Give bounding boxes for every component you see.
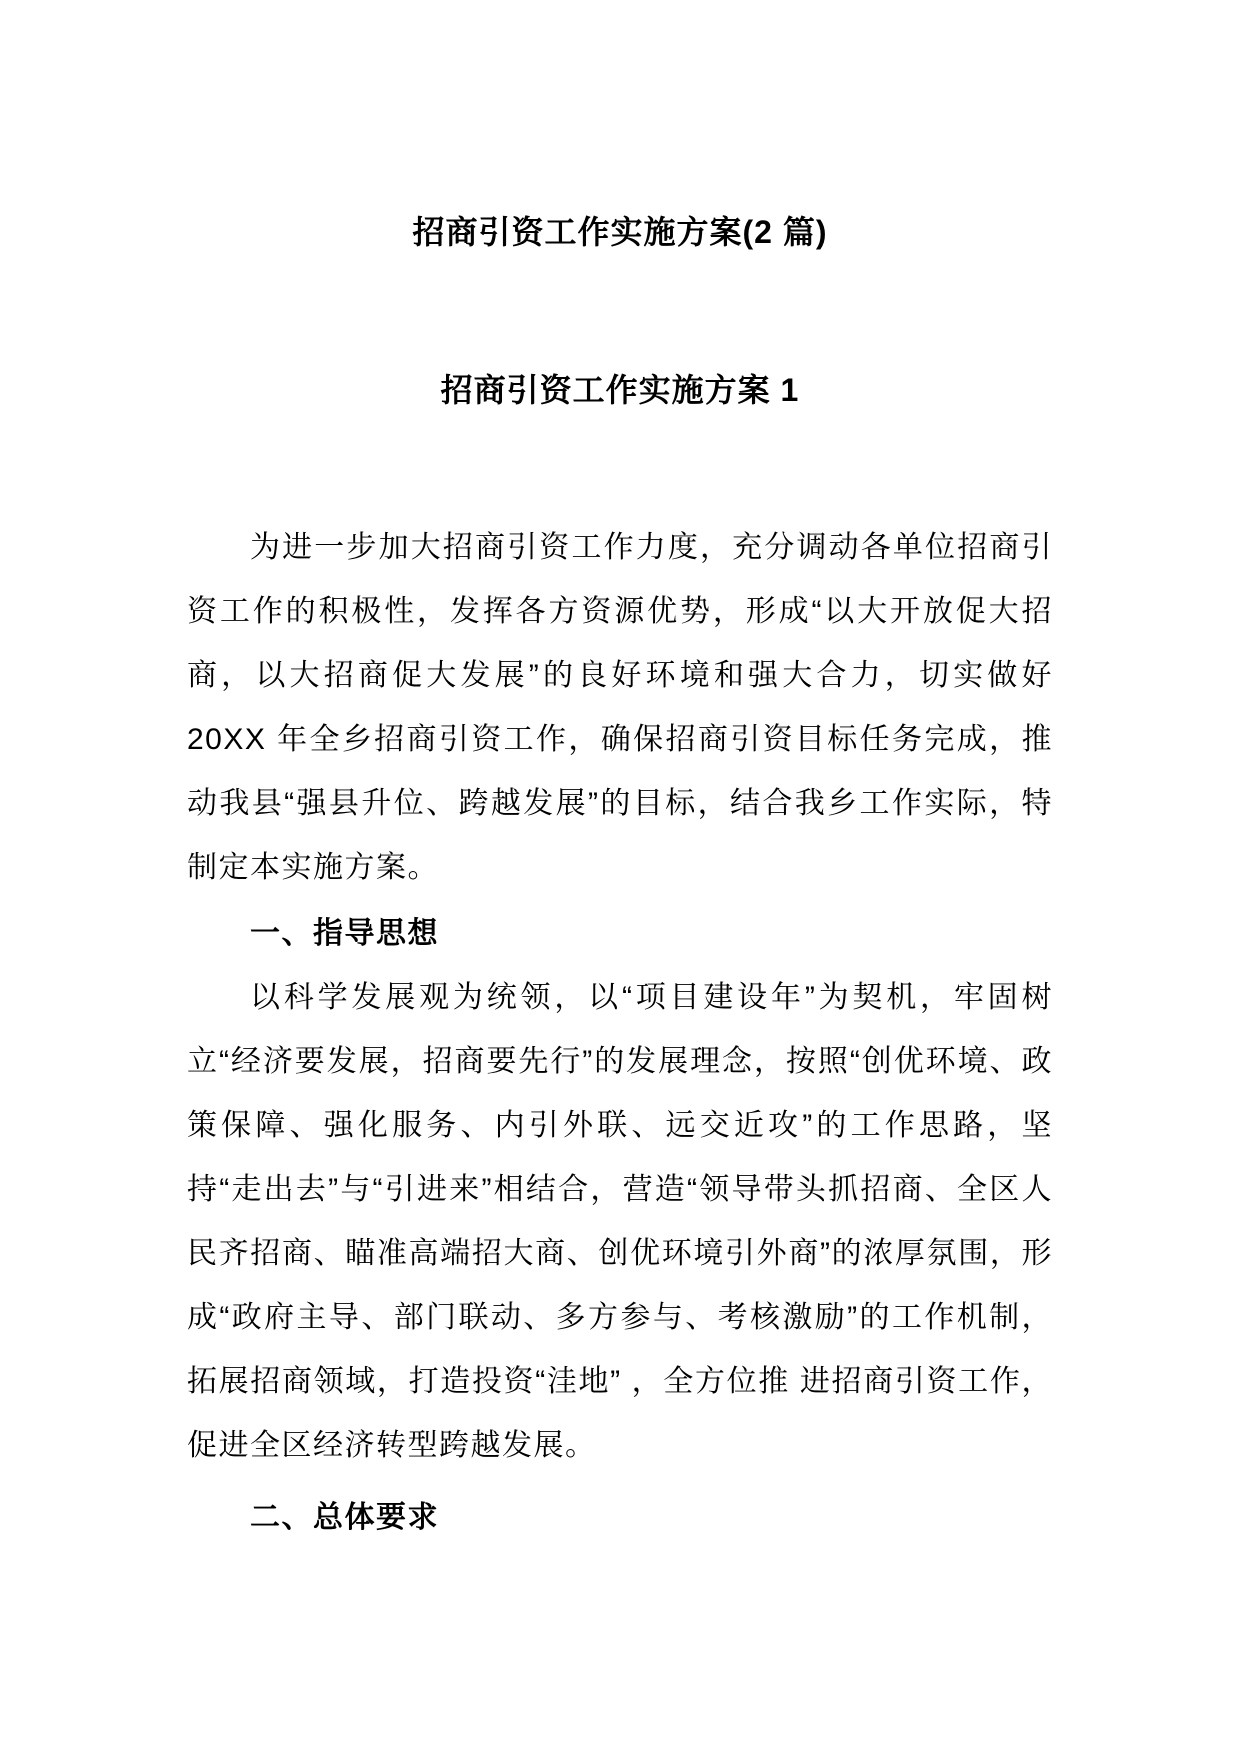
paragraph-introduction: 为进一步加大招商引资工作力度，充分调动各单位招商引资工作的积极性，发挥各方资源优势，形成“以大开放促大招商，以大招商促大发展”的良好环境和强大合力，切实做好20XX 年全乡招商引资工作，确保招商引资目标任务完成，推动我县“强县升位、跨越发展”的目标，结合我乡工作实际，特制定本实施方案。 bbox=[187, 531, 1053, 884]
paragraph-guiding-ideology: 以科学发展观为统领，以“项目建设年”为契机，牢固树立“经济要发展，招商要先行”的发展理念，按照“创优环境、政策保障、强化服务、内引外联、远交近攻”的工作思路，坚持“走出去”与“引进来”相结合，营造“领导带头抓招商、全区人民齐招商、瞄准高端招大商、创优环境引外商”的浓厚氛围，形成“政府主导、部门联动、多方参与、考核激励”的工作机制，拓展招商领域，打造投资“洼地” ，全方位推 进招商引资工作，促进全区经济转型跨越发展。 bbox=[187, 981, 1053, 1462]
section-title: 招商引资工作实施方案 1 bbox=[440, 372, 800, 408]
document-title: 招商引资工作实施方案(2 篇) bbox=[412, 214, 828, 250]
heading-overall-requirements: 二、总体要求 bbox=[250, 1501, 439, 1534]
heading-guiding-ideology: 一、指导思想 bbox=[250, 917, 439, 950]
